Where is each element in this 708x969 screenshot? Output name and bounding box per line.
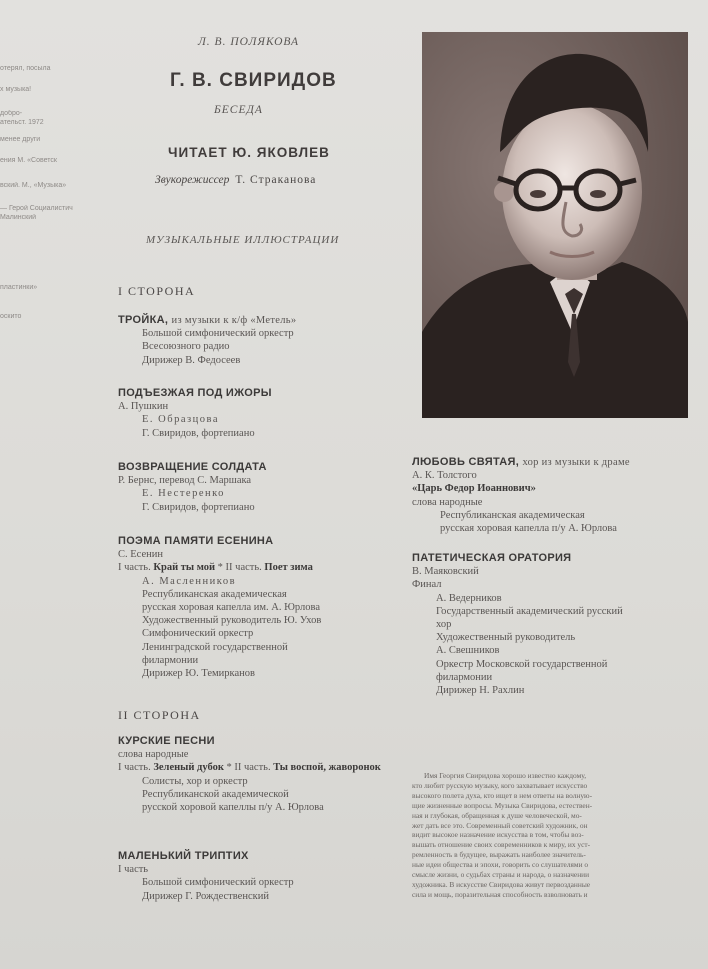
essay-line: ные идеи общества и эпохи, говорить со слушателями о bbox=[412, 860, 589, 870]
work-parts: I часть. Зеленый дубок * II часть. Ты воспой, жаворонок bbox=[118, 762, 381, 774]
essay-line: ремленность в будущее, выражать наиболее значитель- bbox=[412, 850, 586, 860]
work-line: Республиканская академическая bbox=[142, 588, 287, 600]
work-troika bbox=[118, 314, 296, 367]
work-line: Солисты, хор и оркестр bbox=[142, 775, 248, 787]
work-line: хор bbox=[436, 619, 452, 631]
work-parts: I часть. Край ты мой * II часть. Поет зима bbox=[118, 562, 313, 574]
work-line: А. Ведерников bbox=[436, 592, 502, 604]
essay-line: высокого полета духа, кто ищет в нем ответы на волную- bbox=[412, 790, 593, 800]
work-line: Е. Нестеренко bbox=[142, 488, 225, 500]
margin-fragment: отерял, посыла bbox=[0, 65, 51, 72]
left-margin-fragments bbox=[0, 0, 98, 330]
work-author: I часть bbox=[118, 864, 149, 876]
page-title: Г. В. СВИРИДОВ bbox=[170, 70, 337, 91]
work-author: В. Маяковский bbox=[412, 566, 479, 578]
work-line: Е. Образцова bbox=[142, 414, 219, 426]
work-title: МАЛЕНЬКИЙ ТРИПТИХ bbox=[118, 850, 249, 862]
essay-line: смысле жизни, о судьбах страны и народа, о назначении bbox=[412, 870, 590, 880]
work-line: русская хоровая капелла п/у А. Юрлова bbox=[440, 523, 617, 535]
essay-line: кто любит русскую музыку, кого захватывает искусство bbox=[412, 780, 588, 790]
sound-engineer-line bbox=[155, 174, 316, 186]
work-line: Большой симфонический оркестр bbox=[142, 877, 294, 889]
margin-fragment: ательст. 1972 bbox=[0, 119, 44, 126]
margin-fragment: х музыка! bbox=[0, 86, 32, 93]
work-author: Финал bbox=[412, 579, 442, 591]
portrait-illustration bbox=[422, 32, 688, 418]
author-line: Л. В. ПОЛЯКОВА bbox=[198, 36, 299, 48]
work-line: филармонии bbox=[142, 654, 199, 666]
essay-line: жет дать все это. Современный советский художник, он bbox=[412, 820, 588, 830]
essay-line: вышать отношение своих современников к миру, их уст- bbox=[412, 840, 591, 850]
composer-portrait-photo bbox=[422, 32, 688, 418]
margin-fragment: добро- bbox=[0, 110, 23, 117]
work-line: Г. Свиридов, фортепиано bbox=[142, 427, 255, 439]
work-kursk-songs bbox=[118, 735, 398, 814]
work-line: Дирижер Н. Рахлин bbox=[436, 685, 525, 697]
work-holy-love bbox=[412, 456, 702, 535]
work-drama-title: «Царь Федор Иоаннович» bbox=[412, 483, 536, 495]
work-line: Дирижер Ю. Темирканов bbox=[142, 668, 255, 680]
essay-line: щие жизненные вопросы. Музыка Свиридова, естествен- bbox=[412, 800, 593, 810]
essay-line: сила и мощь, поразительная способность взволновать и bbox=[412, 889, 588, 899]
work-line: Всесоюзного радио bbox=[142, 341, 230, 353]
work-line: Оркестр Московской государственной bbox=[436, 658, 608, 670]
margin-fragment: оскито bbox=[0, 313, 22, 320]
work-author: слова народные bbox=[412, 496, 483, 508]
margin-fragment: Малинский bbox=[0, 214, 37, 221]
musical-illustrations-heading: МУЗЫКАЛЬНЫЕ ИЛЛЮСТРАЦИИ bbox=[146, 234, 340, 246]
essay-line: видит высокое назначение искусства в том, чтобы воз- bbox=[412, 830, 584, 840]
work-author: Р. Бернс, перевод С. Маршака bbox=[118, 475, 252, 487]
work-title: КУРСКИЕ ПЕСНИ bbox=[118, 735, 215, 747]
work-line: Республиканская академическая bbox=[440, 509, 585, 521]
work-line: А. Свешников bbox=[436, 645, 500, 657]
work-line: Дирижер В. Федосеев bbox=[142, 354, 241, 366]
work-esenin-poem bbox=[118, 535, 321, 680]
work-pathetic-oratorio bbox=[412, 552, 702, 697]
work-line: Ленинградской государственной bbox=[142, 641, 288, 653]
reader-line: ЧИТАЕТ Ю. ЯКОВЛЕВ bbox=[168, 145, 330, 160]
margin-fragment: пластинки» bbox=[0, 284, 38, 291]
work-line: Художественный руководитель Ю. Ухов bbox=[142, 615, 322, 627]
side-2-label: II СТОРОНА bbox=[118, 708, 201, 722]
margin-fragment: ения М. «Советск bbox=[0, 157, 57, 164]
work-title: ПАТЕТИЧЕСКАЯ ОРАТОРИЯ bbox=[412, 552, 572, 564]
work-title: ПОЭМА ПАМЯТИ ЕСЕНИНА bbox=[118, 535, 274, 547]
work-line: А. Масленников bbox=[142, 575, 237, 587]
work-author: А. К. Толстого bbox=[412, 470, 477, 482]
work-author: А. Пушкин bbox=[118, 401, 169, 413]
work-title: ВОЗВРАЩЕНИЕ СОЛДАТА bbox=[118, 461, 267, 473]
work-line: Симфонический оркестр bbox=[142, 628, 254, 640]
side-1-label: I СТОРОНА bbox=[118, 284, 196, 298]
work-author: слова народные bbox=[118, 749, 189, 761]
work-line: Г. Свиридов, фортепиано bbox=[142, 501, 255, 513]
work-line: Художественный руководитель bbox=[436, 632, 576, 644]
work-line: Республиканской академической bbox=[142, 788, 289, 800]
margin-fragment: вский. М., «Музыка» bbox=[0, 182, 67, 189]
engineer-name: Т. Страканова bbox=[235, 174, 317, 186]
work-line: Государственный академический русский bbox=[436, 605, 623, 617]
work-little-triptych bbox=[118, 850, 294, 903]
work-author: С. Есенин bbox=[118, 549, 163, 561]
work-line: Дирижер Г. Рождественский bbox=[142, 890, 269, 902]
work-title: ПОДЪЕЗЖАЯ ПОД ИЖОРЫ bbox=[118, 387, 272, 399]
work-line: филармонии bbox=[436, 671, 493, 683]
essay-line: художника. В искусстве Свиридова живут первозданные bbox=[412, 879, 591, 889]
work-title: ТРОЙКА, из музыки к к/ф «Метель» bbox=[118, 314, 297, 326]
work-title: ЛЮБОВЬ СВЯТАЯ, хор из музыки к драме bbox=[412, 456, 630, 468]
subtitle: БЕСЕДА bbox=[214, 104, 263, 116]
essay-text bbox=[412, 771, 696, 900]
work-line: Большой симфонический оркестр bbox=[142, 328, 294, 340]
work-line: русская хоровая капелла им. А. Юрлова bbox=[142, 602, 321, 614]
margin-fragment: — Герой Социалистич bbox=[0, 205, 73, 212]
margin-fragment: менее други bbox=[0, 136, 41, 143]
essay-line: ная и глубокая, обращенная к душе человеческой, мо- bbox=[412, 810, 582, 820]
work-line: русской хоровой капеллы п/у А. Юрлова bbox=[142, 802, 324, 814]
work-izhory bbox=[118, 387, 272, 440]
work-soldier bbox=[118, 461, 267, 514]
engineer-label: Звукорежиссер bbox=[155, 174, 230, 186]
essay-line: Имя Георгия Свиридова хорошо известно каждому, bbox=[424, 771, 587, 780]
